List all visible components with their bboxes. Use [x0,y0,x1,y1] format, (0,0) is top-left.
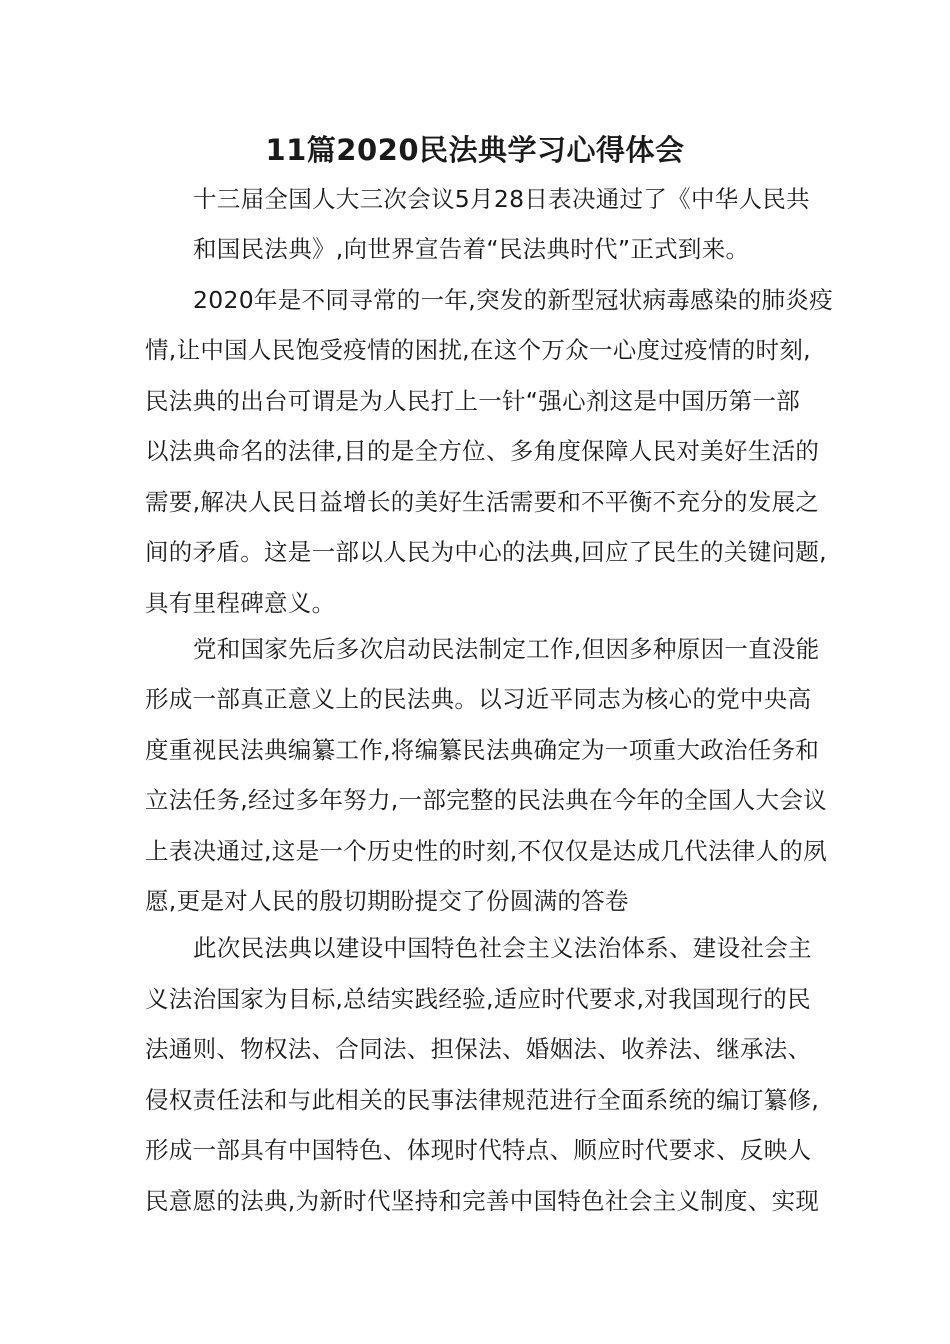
paragraph-line: 情,让中国人民饱受疫情的困扰,在这个万众一心度过疫情的时刻, [145,336,811,364]
paragraph-line: 需要,解决人民日益增长的美好生活需要和不平衡不充分的发展之 [145,488,820,516]
paragraph-line: 间的矛盾。这是一部以人民为中心的法典,回应了民生的关键问题, [145,538,827,566]
paragraph-line: 法通则、物权法、合同法、担保法、婚姻法、收养法、继承法、 [145,1035,812,1063]
intro-line: 和国民法典》,向世界宣告着“民法典时代”正式到来。 [193,235,750,263]
paragraph-line: 愿,更是对人民的殷切期盼提交了份圆满的答卷 [145,887,629,915]
paragraph-line: 义法治国家为目标,总结实践经验,适应时代要求,对我国现行的民 [145,985,811,1013]
paragraph-line: 上表决通过,这是一个历史性的时刻,不仅仅是达成几代法律人的夙 [145,837,827,865]
paragraph-line: 形成一部真正意义上的民法典。以习近平同志为核心的党中央高 [145,685,812,713]
paragraph-line: 形成一部具有中国特色、体现时代特点、顺应时代要求、反映人 [145,1136,812,1164]
paragraph-line: 此次民法典以建设中国特色社会主义法治体系、建设社会主 [193,934,812,962]
paragraph-line: 度重视民法典编纂工作,将编纂民法典确定为一项重大政治任务和 [145,736,820,764]
document-title: 11篇2020民法典学习心得体会 [265,133,685,167]
paragraph-line: 侵权责任法和与此相关的民事法律规范进行全面系统的编订纂修, [145,1086,820,1114]
paragraph-line: 具有里程碑意义。 [145,589,336,617]
paragraph-line: 2020年是不同寻常的一年,突发的新型冠状病毒感染的肺炎疫 [193,286,833,314]
intro-line: 十三届全国人大三次会议5月28日表决通过了《中华人民共 [193,185,810,213]
paragraph-line: 民法典的出台可谓是为人民打上一针“强心剂这是中国历第一部 [145,387,801,415]
paragraph-line: 以法典命名的法律,目的是全方位、多角度保障人民对美好生活的 [145,437,820,465]
paragraph-line: 民意愿的法典,为新时代坚持和完善中国特色社会主义制度、实现 [145,1187,820,1215]
paragraph-line: 党和国家先后多次启动民法制定工作,但因多种原因一直没能 [193,635,820,663]
paragraph-line: 立法任务,经过多年努力,一部完整的民法典在今年的全国人大会议 [145,786,827,814]
